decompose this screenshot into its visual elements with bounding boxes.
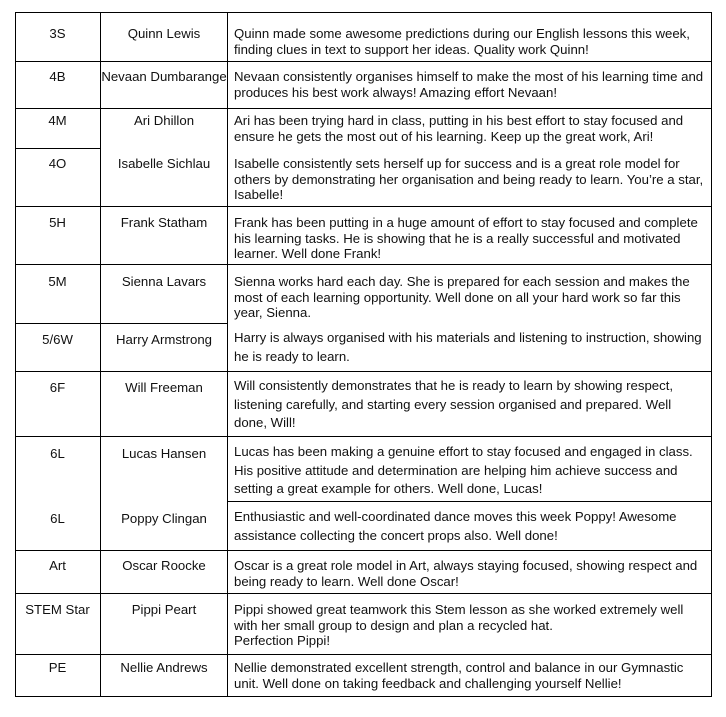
class-cell: Art (49, 558, 66, 573)
class-cell: 5H (49, 215, 66, 230)
award-message: Enthusiastic and well-coordinated dance moves this week Poppy! Awesome assistance collecting the concert props also. Well done! (234, 509, 677, 543)
award-message-line: Pippi showed great teamwork this Stem lesson as she worked extremely well with her small group to design and plan a recycled hat. (234, 602, 684, 633)
awards-table (15, 12, 712, 697)
award-message: Isabelle consistently sets herself up for success and is a great role model for others by demonstrating her organisation and being ready to learn. You’re a star, Isabelle! (234, 156, 704, 202)
row-divider (15, 550, 712, 551)
student-name: Oscar Roocke (122, 558, 206, 573)
class-cell: 3S (49, 26, 66, 41)
class-cell: 5M (48, 274, 67, 289)
student-name: Pippi Peart (131, 602, 197, 617)
award-message-line: Perfection Pippi! (234, 633, 331, 648)
row-divider (15, 61, 712, 62)
award-message: Ari has been trying hard in class, putting in his best effort to stay focused and ensure he gets the most out of his learning. Keep up the great work, Ari! (234, 113, 684, 144)
student-name: Frank Statham (120, 215, 208, 230)
student-name: Isabelle Sichlau (117, 156, 211, 171)
class-cell: 6L (50, 446, 65, 461)
award-message: Nevaan consistently organises himself to make the most of his learning time and produces his best work always! Amazing effort Nevaan! (234, 69, 704, 100)
student-name: Lucas Hansen (121, 446, 207, 461)
row-divider (15, 593, 712, 594)
row-divider (15, 371, 712, 372)
student-name: Poppy Clingan (121, 511, 207, 526)
row-divider (15, 108, 712, 109)
student-name: Nellie Andrews (120, 660, 208, 675)
award-message (234, 602, 706, 649)
row-divider (15, 436, 712, 437)
class-cell: 5/6W (42, 332, 73, 347)
row-divider (15, 654, 712, 655)
student-name: Quinn Lewis (127, 26, 201, 41)
award-message: Frank has been putting in a huge amount of effort to stay focused and complete his learning tasks. He is showing that he is a really successful and motivated learner. Well done Frank! (234, 215, 698, 261)
student-name: Harry Armstrong (116, 332, 212, 347)
class-cell: 6L (50, 511, 65, 526)
student-name: Sienna Lavars (121, 274, 207, 289)
row-divider (15, 148, 100, 149)
award-message: Will consistently demonstrates that he is ready to learn by showing respect, listening carefully, and starting every session organised and prepared. Well done, Will! (234, 378, 674, 430)
award-message: Sienna works hard each day. She is prepared for each session and makes the most of each learning opportunity. Well done on all your hard work so far this year, Sienna. (234, 274, 690, 320)
column-divider (227, 12, 228, 697)
row-divider (15, 323, 227, 324)
class-cell: PE (48, 660, 67, 675)
class-cell: STEM Star (25, 602, 90, 617)
award-message: Nellie demonstrated excellent strength, control and balance in our Gymnastic unit. Well done on taking feedback and challenging yourself Nellie! (234, 660, 684, 691)
award-message: Quinn made some awesome predictions during our English lessons this week, finding clues in text to support her ideas. Quality work Quinn! (234, 26, 690, 57)
student-name: Will Freeman (125, 380, 203, 395)
class-cell: 4O (48, 156, 67, 171)
class-cell: 4M (48, 113, 67, 128)
student-name: Ari Dhillon (133, 113, 195, 128)
class-cell: 4B (49, 69, 66, 84)
row-divider (15, 206, 712, 207)
row-divider (227, 501, 712, 502)
award-message: Oscar is a great role model in Art, always staying focused, showing respect and being ready to learn. Well done Oscar! (234, 558, 698, 589)
class-cell: 6F (49, 380, 66, 395)
student-name: Nevaan Dumbarange (101, 69, 227, 84)
row-divider (15, 264, 712, 265)
award-message: Lucas has been making a genuine effort to stay focused and engaged in class. His positive attitude and determination are helping him achieve success and setting a great example for others. Well done, Lucas! (234, 444, 693, 496)
award-message: Harry is always organised with his materials and listening to instruction, showing he is ready to learn. (234, 330, 702, 364)
